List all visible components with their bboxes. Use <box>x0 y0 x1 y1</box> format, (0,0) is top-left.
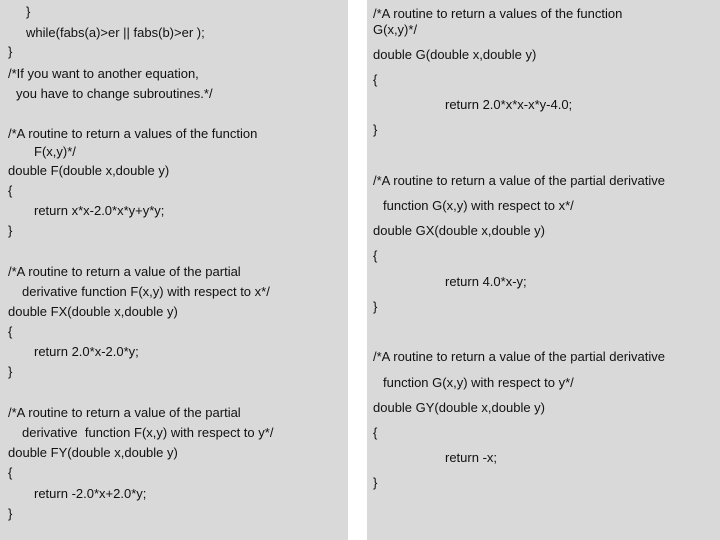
code-line: { <box>373 425 378 440</box>
code-line: double F(double x,double y) <box>8 163 170 178</box>
code-line: } <box>8 364 13 379</box>
code-line: /*If you want to another equation, <box>8 66 199 81</box>
code-line: } <box>8 44 13 59</box>
code-line: function G(x,y) with respect to x*/ <box>383 198 574 213</box>
code-line: { <box>8 465 13 480</box>
code-line: you have to change subroutines.*/ <box>16 86 213 101</box>
code-line: /*A routine to return a value of the partial <box>8 405 241 420</box>
code-line: return 4.0*x-y; <box>445 274 527 289</box>
code-line: while(fabs(a)>er || fabs(b)>er ); <box>26 25 205 40</box>
code-line: double G(double x,double y) <box>373 47 537 62</box>
code-line: return x*x-2.0*x*y+y*y; <box>34 203 165 218</box>
code-line: } <box>373 475 378 490</box>
code-line: /*A routine to return a values of the function <box>373 6 623 21</box>
code-line: } <box>373 122 378 137</box>
code-line: return -2.0*x+2.0*y; <box>34 486 147 501</box>
code-line: /*A routine to return a value of the partial <box>8 264 241 279</box>
code-line: double GY(double x,double y) <box>373 400 546 415</box>
left-code-panel <box>0 0 348 540</box>
code-line: } <box>8 223 13 238</box>
code-line: { <box>8 183 13 198</box>
code-line: return -x; <box>445 450 498 465</box>
code-line: F(x,y)*/ <box>34 144 76 159</box>
code-line: { <box>373 248 378 263</box>
code-line: { <box>373 72 378 87</box>
code-line: { <box>8 324 13 339</box>
code-line: G(x,y)*/ <box>373 22 418 37</box>
code-line: } <box>8 506 13 521</box>
code-line: double FX(double x,double y) <box>8 304 178 319</box>
code-line: } <box>373 299 378 314</box>
right-code-panel <box>367 0 720 540</box>
code-line: return 2.0*x*x-x*y-4.0; <box>445 97 573 112</box>
code-line: double FY(double x,double y) <box>8 445 178 460</box>
code-line: /*A routine to return a value of the partial derivative <box>373 349 665 364</box>
code-line: return 2.0*x-2.0*y; <box>34 344 139 359</box>
code-line: /*A routine to return a values of the function <box>8 126 258 141</box>
code-line: derivative function F(x,y) with respect to y*/ <box>22 425 274 440</box>
code-line: function G(x,y) with respect to y*/ <box>383 375 574 390</box>
code-line: double GX(double x,double y) <box>373 223 546 238</box>
code-line: /*A routine to return a value of the partial derivative <box>373 173 665 188</box>
code-line: } <box>26 4 31 19</box>
code-line: derivative function F(x,y) with respect to x*/ <box>22 284 270 299</box>
